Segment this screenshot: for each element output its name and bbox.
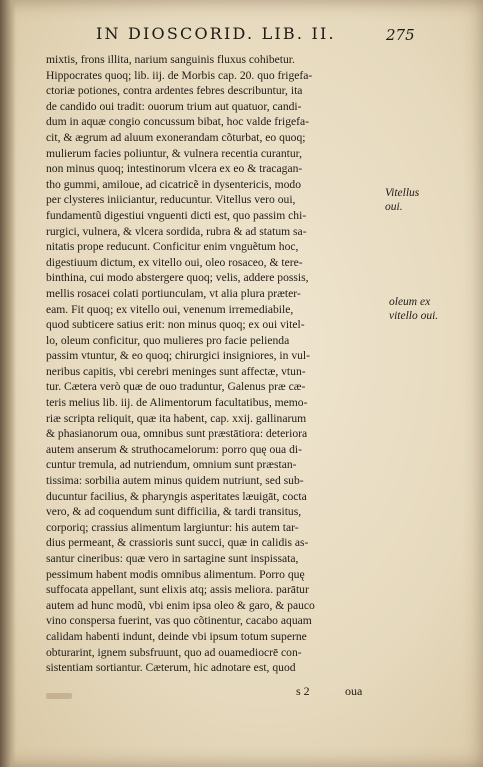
text-line: autem ad hunc modũ, vbi enim ipsa oleo & garo, & pauco [46, 598, 315, 612]
text-line: Hippocrates quoq; lib. iij. de Morbis cap. 20. quo frigefa- [46, 68, 313, 82]
text-line: passim vtuntur, & eo quoq; chirurgici insigniores, in vul- [46, 349, 311, 363]
text-line: sistentiam sortiantur. Cæterum, hic adnotare est, quod [46, 661, 296, 675]
text-line: eam. Fit quoq; ex vitello oui, venenum irremediabile, [46, 302, 294, 316]
text-line: autem anserum & struthocamelorum: porro quę oua di- [46, 442, 302, 456]
text-line: per clysteres iniiciantur, reducuntur. Vitellus vero oui, [46, 193, 296, 207]
text-line: tissima: sorbilia autem minus quidem nutriunt, sed sub- [46, 474, 304, 488]
text-line: nitatis prope reducunt. Conficitur enim vnguẽtum hoc, [46, 240, 299, 254]
text-line: fundamentũ digestiui vnguenti dicti est, quo passim chi- [46, 208, 307, 222]
text-line: santur cineribus: quæ vero in sartagine sunt inspissata, [46, 552, 299, 565]
marginal-note-line: oleum ex [389, 296, 431, 308]
library-stamp [46, 693, 72, 699]
catchword: oua [345, 684, 363, 698]
text-line: & phasianorum oua, omnibus sunt præstātiora: deteriora [46, 427, 308, 441]
text-line: suffocata appellant, sunt elixis atq; assis meliora. parātur [46, 583, 309, 597]
text-line: ducuntur facilius, & pharyngis asperitates læuigāt, cocta [46, 489, 307, 503]
text-line: corporiq; crassius alimentum largiuntur: his autem tar- [46, 520, 299, 534]
signature-mark: s 2 [296, 684, 310, 698]
text-line: dius permeant, & crassioris sunt succi, quæ in calidis as- [46, 536, 309, 550]
text-line: riæ scripta reliquit, quæ ita habent, cap. xxij. gallinarum [46, 411, 307, 425]
text-line: vero, & ad coquendum sunt difficilia, & tardi transitus, [46, 505, 302, 519]
text-line: neribus capitis, vbi cerebri meninges sunt affectæ, vtun- [46, 364, 306, 378]
text-line: binthina, cui modo abstergere quoq; velis, addere possis, [46, 271, 309, 285]
running-head: IN DIOSCORID. LIB. II. [96, 24, 336, 43]
text-line: cuntur tremula, ad nutriendum, omnium sunt præstan- [46, 458, 297, 472]
marginal-note-line: vitello oui. [389, 310, 439, 322]
text-line: obturarint, ignem subsfruunt, quo ad ouamediocrē con- [46, 645, 302, 659]
text-line: quod subticere satius erit: non minus quoq; ex oui vitel- [46, 318, 305, 332]
text-line: ctoriæ potiones, contra ardentes febres describuntur, ita [46, 84, 303, 98]
marginal-note-vitellus [385, 186, 419, 214]
text-line: vino conspersa fuerint, vas quo cõtinentur, cacabo aquam [46, 614, 312, 628]
text-line: mulierum facies poliuntur, & vulnera recentia curantur, [46, 146, 302, 160]
text-line: rurgici, vulnera, & vlcera sordida, rubra & ad statum sa- [46, 224, 307, 238]
text-line: de candido oui tradit: ouorum trium aut quatuor, candi- [46, 99, 302, 113]
text-line: dum in aquæ congio concussum bibat, hoc valde frigefa- [46, 115, 310, 129]
text-line: tho gummi, amiloue, ad cicatricẽ in dysentericis, modo [46, 177, 301, 191]
text-line: tur. Cætera verò quæ de ouo traduntur, Galenus præ cæ- [46, 380, 306, 394]
main-text-block [46, 52, 382, 676]
text-line: pessimum habent modis omnibus alimentum. Porro quę [46, 567, 305, 581]
binding-gutter [0, 0, 16, 767]
text-line: calidam habenti indunt, deinde vbi ipsum totum superne [46, 629, 307, 643]
text-line: cit, & ægrum ad aluum exonerandam cõturbat, eo quoq; [46, 130, 306, 144]
text-line: non minus quoq; intestinorum vlcera ex eo & tracagan- [46, 162, 303, 176]
marginal-note-line: oui. [385, 201, 403, 213]
marginal-note-line: Vitellus [385, 187, 420, 199]
text-line: digestiuum dictum, ex vitello oui, oleo rosaceo, & tere- [46, 255, 303, 269]
text-line: lo, oleum conficitur, quo mulieres pro facie pelienda [46, 333, 290, 347]
text-line: mellis rosacei colati portiunculam, vt alia plura præter- [46, 286, 301, 300]
text-line: teris melius lib. iij. de Alimentorum facultatibus, memo- [46, 396, 308, 410]
marginal-note-oleum [389, 295, 438, 323]
text-line: mixtis, frons illita, narium sanguinis fluxus cohibetur. [46, 53, 295, 66]
page-number: 275 [386, 26, 415, 44]
